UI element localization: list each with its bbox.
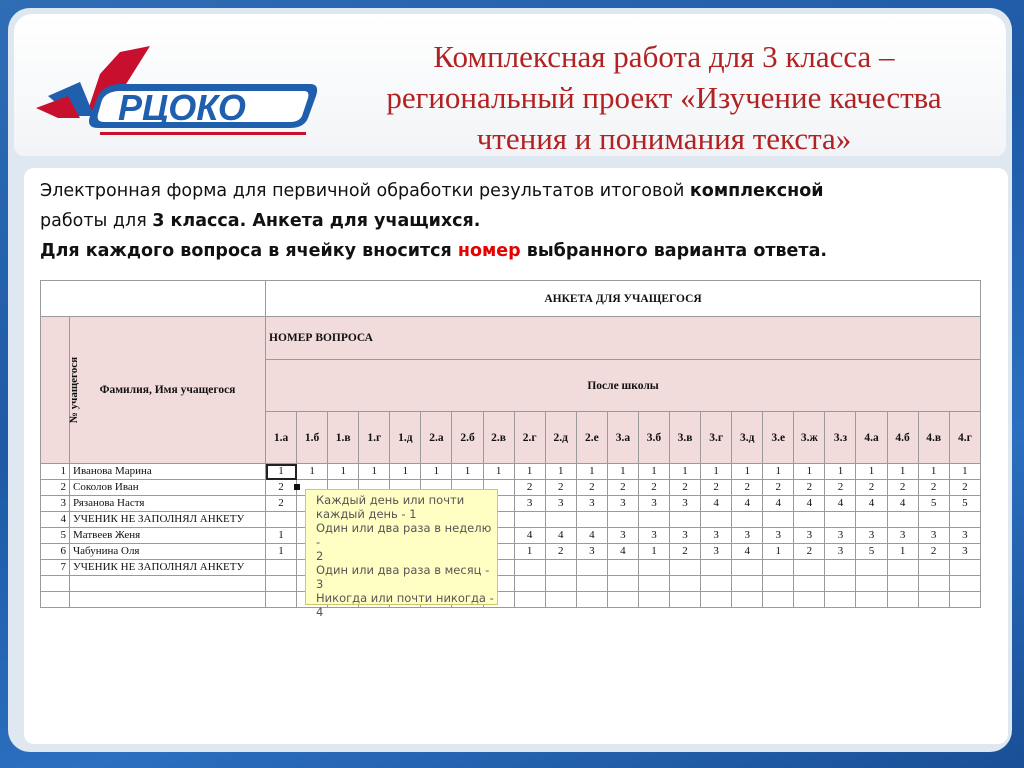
answer-cell[interactable]: 1 [638,464,669,480]
spreadsheet [40,280,980,606]
table-row [41,464,981,480]
answer-cell[interactable] [266,592,297,608]
answer-cell[interactable] [670,560,701,576]
answer-cell[interactable]: 2 [887,480,918,496]
question-header-2: 1.в [328,412,359,464]
student-number-cell[interactable]: 7 [41,560,70,576]
answer-cell[interactable]: 4 [887,496,918,512]
answer-cell[interactable]: 4 [763,496,794,512]
answer-cell[interactable]: 3 [918,528,949,544]
question-header-14: 3.г [701,412,732,464]
answer-cell[interactable]: 3 [607,528,638,544]
answer-cell[interactable] [545,592,576,608]
answer-cell[interactable] [514,592,545,608]
slide-header [14,14,1006,156]
answer-cell[interactable] [576,560,607,576]
answer-cell[interactable]: 1 [545,464,576,480]
answer-cell[interactable] [918,512,949,528]
question-header-22: 4.г [949,412,980,464]
answer-cell[interactable] [763,560,794,576]
answer-cell[interactable] [576,512,607,528]
answer-cell[interactable]: 1 [390,464,421,480]
question-header-9: 2.д [545,412,576,464]
answer-cell[interactable]: 1 [421,464,452,480]
answer-cell[interactable]: 3 [887,528,918,544]
answer-cell[interactable] [701,592,732,608]
corner-cell [41,281,266,317]
student-name-cell[interactable]: УЧЕНИК НЕ ЗАПОЛНЯЛ АНКЕТУ [70,512,266,528]
table-row [41,528,981,544]
answer-cell[interactable] [825,560,856,576]
question-number-header: НОМЕР ВОПРОСА [266,317,981,360]
answer-cell[interactable] [794,576,825,592]
answer-cell[interactable]: 1 [918,464,949,480]
answer-cell[interactable] [545,560,576,576]
answer-cell[interactable] [949,512,980,528]
answer-cell[interactable]: 1 [607,464,638,480]
student-number-cell[interactable]: 1 [41,464,70,480]
answer-cell[interactable]: 1 [514,544,545,560]
table-row [41,544,981,560]
answer-cell[interactable]: 2 [576,480,607,496]
answer-cell[interactable]: 2 [607,480,638,496]
answer-cell[interactable] [918,576,949,592]
answer-cell[interactable]: 2 [514,480,545,496]
answer-cell[interactable] [638,576,669,592]
answer-cell[interactable]: 2 [856,480,887,496]
question-header-11: 3.а [607,412,638,464]
student-number-cell[interactable] [41,592,70,608]
answer-cell[interactable] [763,512,794,528]
answer-cell[interactable] [763,592,794,608]
answer-cell[interactable] [607,560,638,576]
answer-cell[interactable] [266,560,297,576]
question-header-12: 3.б [638,412,669,464]
intro-text [40,176,980,266]
answer-cell[interactable]: 4 [576,528,607,544]
answer-cell[interactable]: 4 [732,544,763,560]
answer-cell[interactable]: 1 [763,544,794,560]
answer-cell[interactable]: 2 [545,480,576,496]
question-header-8: 2.г [514,412,545,464]
question-header-7: 2.в [483,412,514,464]
answer-cell[interactable] [856,560,887,576]
table-row [41,512,981,528]
answer-cell[interactable]: 1 [949,464,980,480]
answer-cell[interactable] [607,576,638,592]
answer-cell[interactable] [514,512,545,528]
answer-cell[interactable]: 1 [266,528,297,544]
answer-cell[interactable] [701,512,732,528]
student-number-cell[interactable]: 4 [41,512,70,528]
student-number-cell[interactable] [41,576,70,592]
answer-cell[interactable] [856,592,887,608]
student-name-cell[interactable]: Матвеев Женя [70,528,266,544]
table-row [41,576,981,592]
answer-cell[interactable]: 2 [638,480,669,496]
question-header-6: 2.б [452,412,483,464]
answer-cell[interactable] [794,512,825,528]
logo-text: РЦОКО [118,87,246,128]
table-row [41,496,981,512]
answer-cell[interactable] [545,576,576,592]
answer-cell[interactable] [670,512,701,528]
answer-cell[interactable]: 4 [794,496,825,512]
student-name-cell[interactable] [70,592,266,608]
answer-cell[interactable]: 2 [266,496,297,512]
after-school-header: После школы [266,360,981,412]
answer-cell[interactable]: 3 [949,528,980,544]
student-name-cell[interactable]: УЧЕНИК НЕ ЗАПОЛНЯЛ АНКЕТУ [70,560,266,576]
answer-cell[interactable]: 1 [794,464,825,480]
col-num-label: № учащегося [68,356,81,424]
question-header-5: 2.а [421,412,452,464]
page-title: Комплексная работа для 3 класса – региональный проект «Изучение качества чтения и понимания текста» [386,39,942,156]
answer-cell[interactable]: 1 [638,544,669,560]
answer-cell[interactable]: 3 [576,496,607,512]
answer-cell[interactable] [825,576,856,592]
answer-cell[interactable]: 2 [670,544,701,560]
question-header-18: 3.з [825,412,856,464]
table-row [41,560,981,576]
answer-cell[interactable] [670,576,701,592]
answer-cell[interactable]: 1 [825,464,856,480]
answer-cell[interactable] [794,560,825,576]
answer-cell[interactable]: 1 [856,464,887,480]
answer-cell[interactable] [732,576,763,592]
answer-cell[interactable] [949,560,980,576]
answer-cell[interactable]: 2 [825,480,856,496]
anketa-title: АНКЕТА ДЛЯ УЧАЩЕГОСЯ [266,281,981,317]
answer-cell[interactable]: 5 [856,544,887,560]
student-number-cell[interactable]: 3 [41,496,70,512]
answer-cell[interactable]: 3 [607,496,638,512]
answer-cell[interactable]: 4 [701,496,732,512]
intro-line3-red: номер [457,241,521,261]
question-header-21: 4.в [918,412,949,464]
answer-cell[interactable]: 4 [856,496,887,512]
answer-cell[interactable] [701,576,732,592]
answer-cell[interactable] [918,592,949,608]
answer-cell[interactable]: 2 [794,480,825,496]
answer-cell[interactable]: 1 [763,464,794,480]
answer-cell[interactable]: 1 [732,464,763,480]
answer-cell[interactable] [887,576,918,592]
student-number-cell[interactable]: 5 [41,528,70,544]
answer-cell[interactable] [732,560,763,576]
answer-cell[interactable]: 2 [763,480,794,496]
question-header-20: 4.б [887,412,918,464]
comment-indicator [294,484,300,490]
answer-cell[interactable]: 1 [266,464,297,480]
student-name-cell[interactable] [70,576,266,592]
table-row [41,480,981,496]
question-header-13: 3.в [670,412,701,464]
answer-cell[interactable]: 2 [949,480,980,496]
answer-cell[interactable] [825,512,856,528]
answer-cell[interactable]: 1 [576,464,607,480]
answer-cell[interactable] [887,560,918,576]
answer-cell[interactable] [670,592,701,608]
answer-cell[interactable]: 2 [701,480,732,496]
answer-cell[interactable] [856,512,887,528]
answer-cell[interactable]: 2 [670,480,701,496]
answer-cell[interactable]: 1 [328,464,359,480]
rcoko-logo [28,38,318,138]
answer-cell[interactable]: 3 [638,496,669,512]
answer-cell[interactable] [638,560,669,576]
answer-cell[interactable]: 3 [949,544,980,560]
answer-cell[interactable] [514,560,545,576]
answer-cell[interactable] [918,560,949,576]
student-name-cell[interactable]: Иванова Марина [70,464,266,480]
intro-line3: Для каждого вопроса в ячейку вносится [40,241,458,261]
answer-cell[interactable] [607,512,638,528]
answer-cell[interactable]: 3 [763,528,794,544]
question-header-17: 3.ж [794,412,825,464]
question-header-16: 3.е [763,412,794,464]
answer-cell[interactable]: 3 [545,496,576,512]
answer-cell[interactable]: 3 [701,528,732,544]
student-name-cell[interactable]: Чабунина Оля [70,544,266,560]
intro-line1: Электронная форма для первичной обработки результатов итоговой [40,181,690,201]
answer-cell[interactable]: 5 [949,496,980,512]
answer-cell[interactable]: 3 [576,544,607,560]
student-name-cell[interactable]: Рязанова Настя [70,496,266,512]
answer-cell[interactable]: 2 [732,480,763,496]
answer-cell[interactable] [638,592,669,608]
answer-cell[interactable] [266,512,297,528]
answer-cell[interactable]: 3 [825,544,856,560]
answer-cell[interactable]: 4 [825,496,856,512]
answer-cell[interactable] [887,512,918,528]
question-header-1: 1.б [297,412,328,464]
answer-cell[interactable] [266,576,297,592]
answer-cell[interactable]: 1 [297,464,328,480]
answer-cell[interactable]: 1 [266,544,297,560]
answer-cell[interactable] [576,576,607,592]
answer-cell[interactable]: 2 [918,480,949,496]
answer-cell[interactable]: 1 [701,464,732,480]
answer-cell[interactable]: 4 [514,528,545,544]
answer-cell[interactable] [576,592,607,608]
answer-cell[interactable]: 3 [794,528,825,544]
answer-cell[interactable]: 1 [670,464,701,480]
answer-cell[interactable] [732,592,763,608]
question-header-10: 2.е [576,412,607,464]
intro-line1-bold: комплексной [689,181,824,201]
answer-cell[interactable]: 2 [545,544,576,560]
student-number-cell[interactable]: 2 [41,480,70,496]
answer-cell[interactable] [701,560,732,576]
col-num-header [41,317,81,464]
answer-cell[interactable]: 5 [918,496,949,512]
answer-cell[interactable]: 4 [545,528,576,544]
answer-cell[interactable]: 2 [918,544,949,560]
answer-cell[interactable]: 3 [638,528,669,544]
answer-cell[interactable]: 1 [452,464,483,480]
answer-cell[interactable]: 3 [670,528,701,544]
question-header-19: 4.а [856,412,887,464]
answer-cell[interactable]: 3 [701,544,732,560]
answer-cell[interactable]: 1 [483,464,514,480]
answer-cell[interactable]: 1 [887,464,918,480]
survey-table [40,280,981,608]
col-name-header: Фамилия, Имя учащегося [70,317,266,464]
answer-cell[interactable]: 1 [514,464,545,480]
answer-cell[interactable]: 1 [887,544,918,560]
answer-cell[interactable]: 4 [732,496,763,512]
answer-cell[interactable]: 3 [732,528,763,544]
answer-cell[interactable]: 3 [856,528,887,544]
answer-cell[interactable] [825,592,856,608]
answer-cell[interactable]: 3 [670,496,701,512]
answer-cell[interactable] [949,576,980,592]
answer-cell[interactable] [794,592,825,608]
answer-cell[interactable] [763,576,794,592]
answer-cell[interactable] [949,592,980,608]
student-number-cell[interactable]: 6 [41,544,70,560]
answer-cell[interactable] [887,592,918,608]
intro-line2-bold: 3 класса. Анкета для учащихся. [152,211,481,231]
answer-cell[interactable]: 2 [794,544,825,560]
answer-cell[interactable] [545,512,576,528]
answer-cell[interactable] [638,512,669,528]
answer-cell[interactable]: 3 [825,528,856,544]
question-header-3: 1.г [359,412,390,464]
intro-line2: работы для [40,211,153,231]
answer-cell[interactable]: 2 [266,480,297,496]
answer-cell[interactable]: 1 [359,464,390,480]
answer-cell[interactable] [856,576,887,592]
answer-tooltip: Каждый день или почти каждый день - 1 Один или два раза в неделю - 2 Один или два раза в месяц - 3 Никогда или почти никогда - 4 [305,489,498,605]
intro-line3-end: выбранного варианта ответа. [520,241,828,261]
answer-cell[interactable] [732,512,763,528]
answer-cell[interactable]: 4 [607,544,638,560]
answer-cell[interactable]: 3 [514,496,545,512]
question-header-15: 3.д [732,412,763,464]
student-name-cell[interactable]: Соколов Иван [70,480,266,496]
answer-cell[interactable] [607,592,638,608]
table-row [41,592,981,608]
question-header-4: 1.д [390,412,421,464]
question-header-0: 1.а [266,412,297,464]
answer-cell[interactable] [514,576,545,592]
